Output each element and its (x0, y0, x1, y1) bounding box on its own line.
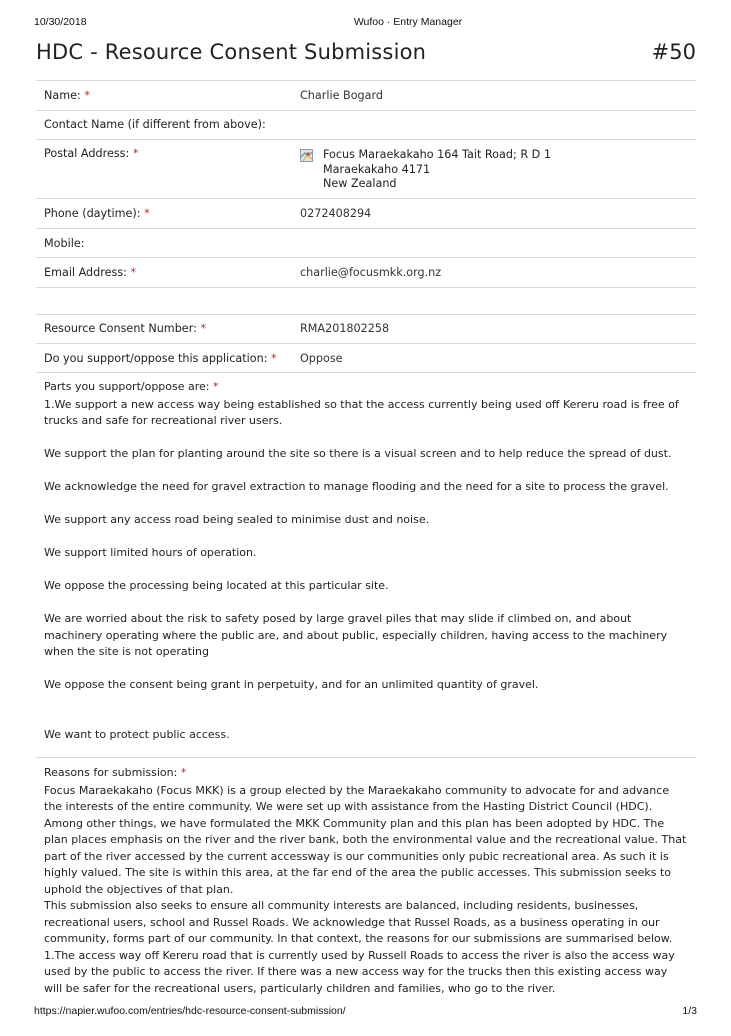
spacer-row (36, 287, 696, 314)
reasons-paragraph: 1.The access way off Kereru road that is currently used by Russell Roads to access the river is also the access way used by the public to access the river. If there was a new access way for the trucks then this existing access way will be safer for the recreational users, particularly children and families, who go to the river. (44, 948, 675, 995)
field-row-consent-number (36, 314, 696, 343)
field-value-support-oppose: Oppose (300, 352, 343, 365)
page-number: 1/3 (682, 1005, 697, 1017)
parts-paragraph: We support any access road being sealed to minimise dust and noise. (44, 513, 430, 526)
field-row-phone (36, 198, 696, 228)
field-row-support-oppose (36, 343, 696, 372)
entry-number: #50 (651, 40, 696, 64)
address-line: Focus Maraekakaho 164 Tait Road; R D 1 (323, 148, 551, 161)
email-link[interactable]: charlie@focusmkk.org.nz (300, 266, 442, 279)
print-document-title: Wufoo · Entry Manager (353, 16, 463, 28)
field-label-email: Email Address: * (44, 266, 137, 279)
field-row-email (36, 257, 696, 287)
field-value-consent-number: RMA201802258 (300, 322, 390, 335)
print-footer (0, 1005, 731, 1021)
field-label-name: Name: * (44, 89, 90, 102)
field-row-contact-name (36, 110, 696, 139)
field-label-mobile: Mobile: (44, 237, 85, 250)
parts-paragraph: We support the plan for planting around the site so there is a visual screen and to help reduce the spread of dust. (44, 447, 672, 460)
field-label-postal-address: Postal Address: * (44, 147, 139, 160)
parts-paragraph: We oppose the processing being located at this particular site. (44, 579, 389, 592)
field-label-phone: Phone (daytime): * (44, 207, 150, 220)
print-url: https://napier.wufoo.com/entries/hdc-resource-consent-submission/ (34, 1005, 346, 1017)
parts-paragraph: We support limited hours of operation. (44, 546, 257, 559)
print-date: 10/30/2018 (34, 16, 87, 28)
field-row-name (36, 80, 696, 110)
field-value-phone: 0272408294 (300, 207, 372, 220)
parts-paragraph: We are worried about the risk to safety posed by large gravel piles that may slide if climbed on, and about machinery operating where the public are, and about public, especially children, having access to the machinery when the site is not operating (44, 612, 668, 658)
field-label-parts: Parts you support/oppose are: * (44, 380, 219, 393)
field-row-parts (36, 372, 696, 757)
print-header (0, 16, 731, 32)
field-label-consent-number: Resource Consent Number: * (44, 322, 207, 335)
address-line: New Zealand (323, 177, 397, 191)
field-row-reasons (36, 757, 696, 1004)
field-row-postal-address (36, 139, 696, 198)
parts-paragraph: 1.We support a new access way being established so that the access currently being used off Kereru road is free of trucks and safe for recreational river users. (44, 397, 679, 427)
address-line: Maraekakaho 4171 (323, 162, 431, 176)
reasons-paragraph: Focus Maraekakaho (Focus MKK) is a group elected by the Maraekakaho community to advocate for and advance the interests of the entire community. We were set up with assistance from the Hasting District Council (HDC). Among other things, we have formulated the MKK Community plan and this plan has been adopted by HDC. The plan places emphasis on the river and the river bank, both the environmental value and the recreational value. That part of the river accessed by the current accessway is our communities only pubic recreational area. As such it is highly valued. The site is within this area, at the far end of the area the public accesses. This submission seeks to uphold the objectives of that plan. (44, 783, 687, 896)
parts-paragraph: We acknowledge the need for gravel extraction to manage flooding and the need for a site to process the gravel. (44, 480, 669, 493)
reasons-paragraph: This submission also seeks to ensure all community interests are balanced, including residents, businesses, recreational users, school and Russel Roads. We acknowledge that Russel Roads, as a business operating in our community, forms part of our community. In that context, the reasons for our submissions are summarised below. (44, 899, 673, 945)
field-value-postal-address (323, 148, 551, 192)
parts-paragraph: We want to protect public access. (44, 727, 230, 741)
field-label-reasons: Reasons for submission: * (44, 766, 187, 779)
field-value-name: Charlie Bogard (300, 89, 383, 102)
field-row-mobile (36, 228, 696, 257)
field-label-support-oppose: Do you support/oppose this application: * (44, 352, 277, 365)
entry-table (36, 80, 696, 1004)
parts-paragraph: We oppose the consent being grant in perpetuity, and for an unlimited quantity of gravel. (44, 678, 539, 691)
form-header (36, 40, 696, 72)
form-title: HDC - Resource Consent Submission (36, 40, 427, 64)
map-icon[interactable] (300, 149, 313, 162)
field-label-contact-name: Contact Name (if different from above): (44, 118, 266, 131)
